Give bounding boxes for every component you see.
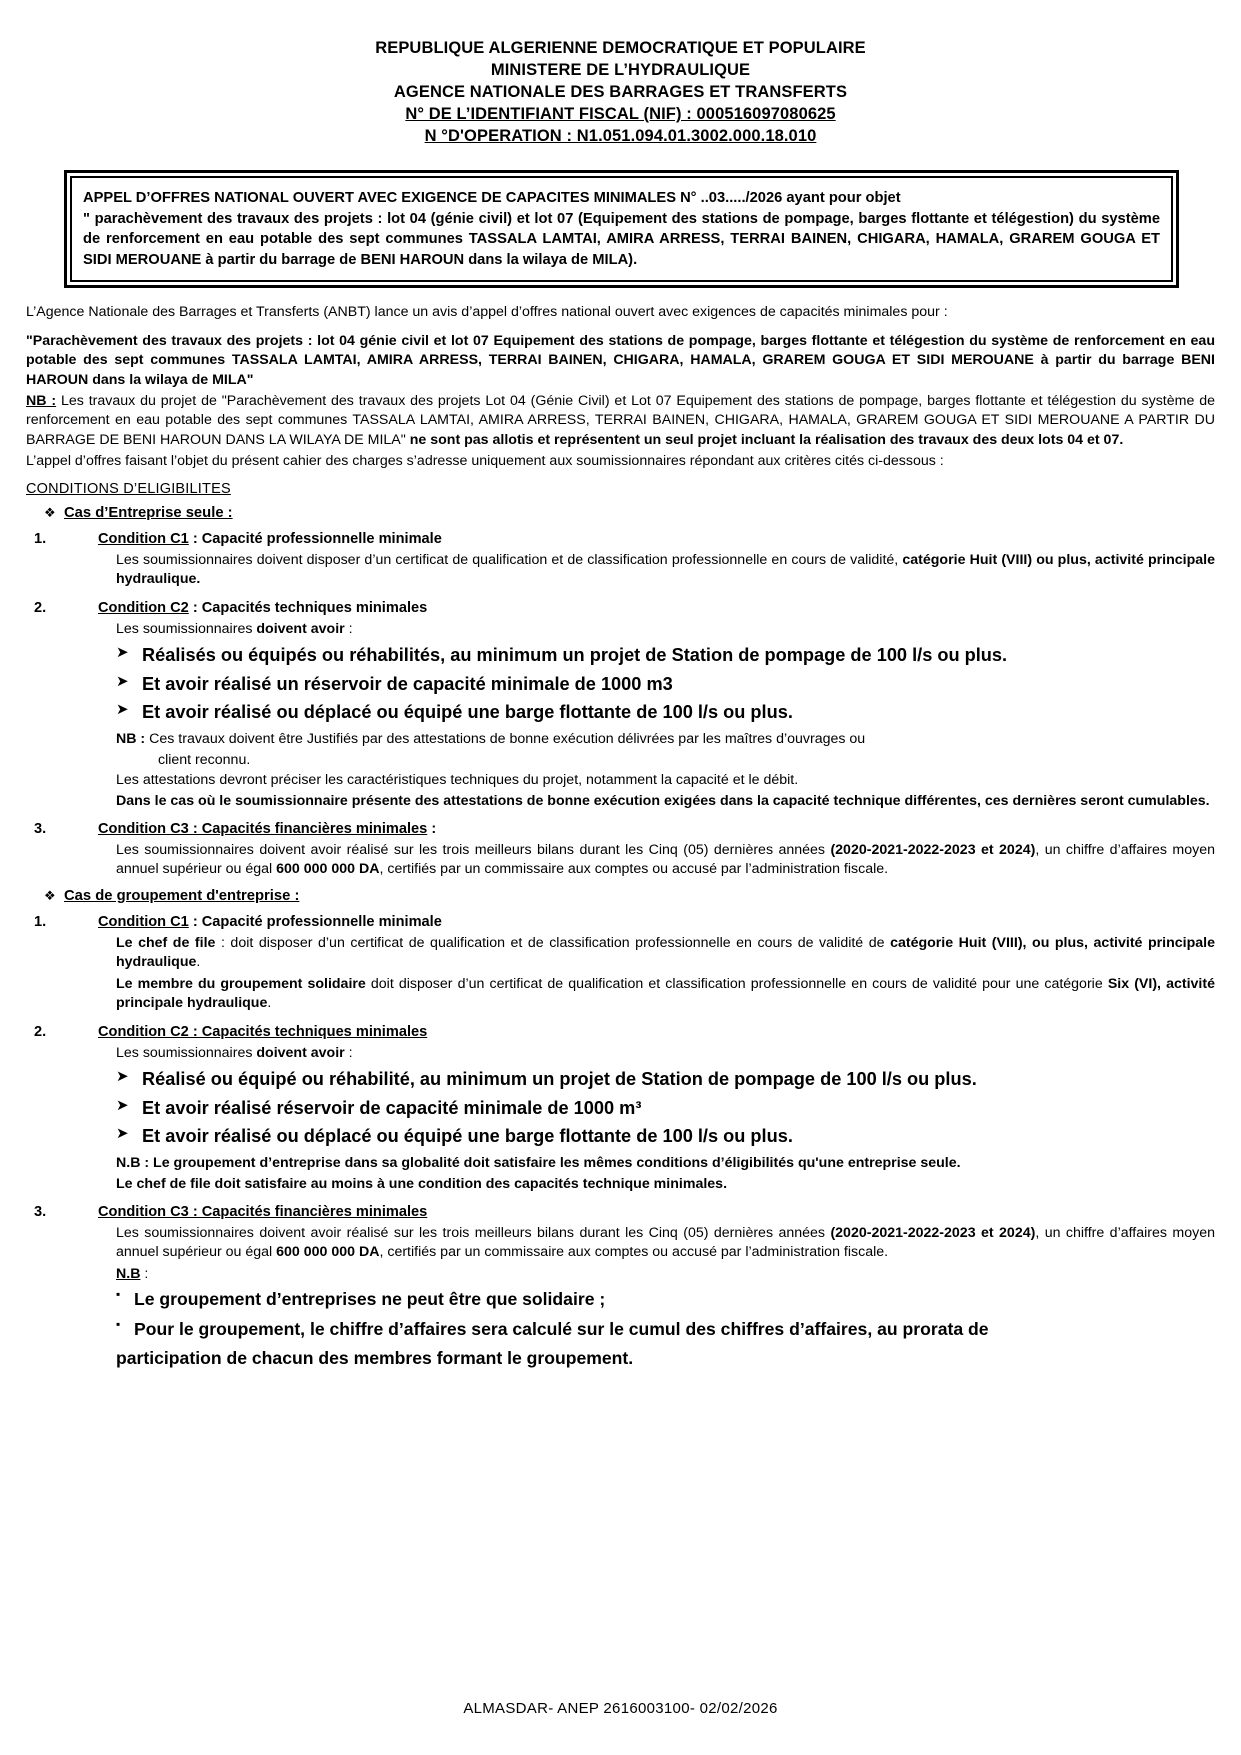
group-c3-nb-label: N.B [116,1265,141,1282]
header-line-operation: N °D'OPERATION : N1.051.094.01.3002.000.18.010 [424,126,817,145]
single-c3-name: Condition C3 : Capacités financières minimales [98,820,428,837]
list-item [98,642,1215,670]
nb-body-normal: Les travaux du projet de "Parachèvement des travaux des projets Lot 04 (Génie Civil) et Lot 07 Equipement des stations de pompage, barges flottante et télégestion du système de renforcement en eau potable des sept communes TASSALA LAMTAI, AMIRA ARRESS, TERRAI BAINEN, CHIGARA, HAMALA, GRAREM GOUGA ET SIDI MEROUANE A PARTIR DU BARRAGE DE BENI HAROUN DANS LA WILAYA DE MILA" [26,393,1215,448]
single-c3-p2: , un chiffre d’affaires moyen annuel supérieur ou égal [116,841,1215,878]
single-c3-rest: : [427,820,437,837]
single-c2-requirements-list [98,642,1215,727]
group-condition-c1 [26,914,1215,1014]
single-condition-c1 [26,531,1215,590]
single-c2-intro-bold: doivent avoir [256,620,345,637]
single-c2-number: 2. [34,599,47,616]
header-line-agency: AGENCE NATIONALE DES BARRAGES ET TRANSFERTS [393,82,848,101]
group-c3-bullet-2: Pour le groupement, le chiffre d’affaires sera calculé sur le cumul des chiffres d’affaires, au prorata de [134,1318,989,1339]
list-item [98,1286,1215,1313]
case-single-company-heading [26,505,1215,521]
group-c2-nb-2: Le chef de file doit satisfaire au moins à une condition des capacités technique minimales. [116,1175,728,1192]
arrow-bullet-icon: ➤ [116,644,129,662]
group-c2-number: 2. [34,1023,47,1040]
case-group-label: Cas de groupement d'entreprise : [64,887,300,904]
document-footer: ALMASDAR- ANEP 2616003100- 02/02/2026 [463,1700,778,1717]
group-c3-bullet-2-continuation: participation de chacun des membres formant le groupement. [116,1347,634,1368]
single-c1-title [34,530,1215,547]
group-c3-nb-label-line [98,1265,1215,1284]
group-c1-title [34,913,1215,930]
header-line-ministry: MINISTERE DE L’HYDRAULIQUE [490,60,751,79]
single-c1-body-normal: Les soumissionnaires doivent disposer d’un certificat de qualification et de classification professionnelle en cours de validité, [116,551,903,568]
single-c3-years: (2020-2021-2022-2023 et 2024) [830,841,1036,858]
single-c2-intro-normal: Les soumissionnaires [116,620,257,637]
tender-object-box-inner [70,176,1173,283]
group-c1-membre-normal: doit disposer d’un certificat de qualification et classification professionnelle en cours de validité pour une catégorie [365,975,1108,992]
group-c1-chef-tail: . [196,954,201,971]
group-c1-membre-label: Le membre du groupement solidaire [116,975,366,992]
single-c2-bullet-1: Réalisés ou équipés ou réhabilités, au minimum un projet de Station de pompage de 100 l/s ou plus. [142,645,1008,666]
group-c1-chef-label: Le chef de file [116,934,216,951]
arrow-bullet-icon: ➤ [116,701,129,719]
group-c1-number: 1. [34,913,47,930]
list-item [98,1066,1215,1094]
single-c2-bullet-3: Et avoir réalisé ou déplacé ou équipé une barge flottante de 100 l/s ou plus. [142,702,793,723]
diamond-bullet-icon: ❖ [44,887,56,903]
single-c3-p3: , certifiés par un commissaire aux comptes ou accusé par l’administration fiscale. [379,861,889,878]
group-c1-name: Condition C1 [98,913,189,930]
single-c3-body [98,841,1215,880]
group-c3-p1: Les soumissionnaires doivent avoir réalisé sur les trois meilleurs bilans durant les Cinq (05) dernières années [116,1225,831,1241]
list-item [98,1095,1215,1123]
group-c2-requirements-list [98,1066,1215,1151]
single-c2-intro [98,620,1215,639]
group-c3-p3: , certifiés par un commissaire aux comptes ou accusé par l’administration fiscale. [379,1244,889,1261]
group-c2-intro [98,1044,1215,1063]
group-c2-bullet-2: Et avoir réalisé réservoir de capacité minimale de 1000 m³ [142,1097,642,1118]
single-c2-nb-line [98,730,1215,749]
nb-label: NB : [26,393,57,409]
nb-body-bold: ne sont pas allotis et représentent un seul projet incluant la réalisation des travaux des deux lots 04 et 07. [409,431,1124,448]
header-line-republic: REPUBLIQUE ALGERIENNE DEMOCRATIQUE ET POPULAIRE [375,39,866,57]
group-c3-bullet-1: Le groupement d’entreprises ne peut être que solidaire ; [134,1289,606,1310]
group-c1-chef-normal: : doit disposer d’un certificat de qualification et de classification professionnelle en cours de validité de [215,934,891,951]
single-c2-rest: : Capacités techniques minimales [188,599,428,616]
single-c3-number: 3. [34,820,47,837]
single-c1-rest: : Capacité professionnelle minimale [188,530,442,547]
square-bullet-icon: ▪ [116,1316,121,1331]
group-c2-nb-1: N.B : Le groupement d’entreprise dans sa globalité doit satisfaire les mêmes conditions d’éligibilités qu'une entreprise seule. [116,1155,961,1172]
single-c2-title [34,599,1215,616]
group-c3-title [34,1204,1215,1220]
group-c1-chef-de-file [98,934,1215,973]
group-c1-chef-category: catégorie Huit (VIII), ou plus, activité principale hydraulique [116,934,1215,971]
single-c1-number: 1. [34,530,47,547]
nb-allotment-paragraph [26,392,1215,450]
group-c2-name: Condition C2 : Capacités techniques minimales [98,1023,428,1040]
charges-paragraph: L’appel d’offres faisant l’objet du présent cahier des charges s’adresse uniquement aux soumissionnaires répondant aux critères cités ci-dessous : [26,453,944,470]
intro-lead-paragraph: L’Agence Nationale des Barrages et Transferts (ANBT) lance un avis d’appel d’offres national ouvert avec exigences de capacités minimales pour : [26,304,948,321]
group-c3-body [98,1224,1215,1263]
document-header [26,38,1215,148]
group-c1-rest: : Capacité professionnelle minimale [188,913,442,930]
single-c3-title [34,820,1215,837]
single-c3-amount: 600 000 000 DA [276,861,380,878]
group-c3-number: 3. [34,1204,47,1220]
single-c1-body [98,551,1215,590]
list-item [98,1123,1215,1151]
group-c1-membre-category: Six (VI), activité principale hydraulique [116,975,1215,1012]
tender-object-box [64,170,1179,289]
single-c1-body-bold: catégorie Huit (VIII) ou plus, activité principale hydraulique. [116,551,1215,588]
group-c2-intro-normal: Les soumissionnaires [116,1044,257,1061]
group-c1-membre-tail: . [267,995,272,1012]
header-line-nif: N° DE L’IDENTIFIANT FISCAL (NIF) : 000516097080625 [405,104,836,123]
single-c2-cumulative-note: Dans le cas où le soumissionnaire présente des attestations de bonne exécution exigées dans la capacité technique différentes, ces dernières seront cumulables. [116,792,1210,809]
single-c3-p1: Les soumissionnaires doivent avoir réalisé sur les trois meilleurs bilans durant les Cinq (05) dernières années [116,841,831,858]
single-c2-name: Condition C2 [98,599,189,616]
arrow-bullet-icon: ➤ [116,1125,129,1143]
group-c3-years: (2020-2021-2022-2023 et 2024) [830,1225,1036,1241]
arrow-bullet-icon: ➤ [116,1096,129,1114]
single-c2-intro-tail: : [344,620,353,637]
diamond-bullet-icon: ❖ [44,504,56,520]
conditions-eligibility-heading: CONDITIONS D’ELIGIBILITES [26,480,231,497]
single-c1-name: Condition C1 [98,530,189,547]
group-c2-intro-tail: : [344,1044,353,1061]
group-c1-membre [98,975,1215,1014]
single-condition-c2 [26,600,1215,811]
single-c2-nb-label: NB : [116,731,146,748]
project-title-paragraph: "Parachèvement des travaux des projets : lot 04 génie civil et lot 07 Equipement des stations de pompage, barges flottante et télégestion du système de renforcement en eau potable des sept communes TASSALA LAMTAI, AMIRA ARRESS, TERRAI BAINEN, CHIGARA, HAMALA, GRAREM GOUGA ET SIDI MEROUANE à partir du barrage BENI HAROUN dans la wilaya de MILA" [26,332,1215,388]
group-condition-c3 [26,1204,1215,1371]
group-condition-c2 [26,1024,1215,1194]
document-body [26,303,1215,1371]
square-bullet-icon: ▪ [116,1287,121,1302]
list-item [98,1316,1215,1343]
single-c2-bullet-2: Et avoir réalisé un réservoir de capacité minimale de 1000 m3 [142,673,673,694]
single-c2-nb-text: Ces travaux doivent être Justifiés par des attestations de bonne exécution délivrées par les maîtres d’ouvrages ou [145,731,866,748]
group-c3-p2: , un chiffre d’affaires moyen annuel supérieur ou égal [116,1225,1215,1261]
case-group-heading [26,888,1215,904]
group-c2-bullet-3: Et avoir réalisé ou déplacé ou équipé une barge flottante de 100 l/s ou plus. [142,1126,793,1147]
single-c2-nb-continuation: client reconnu. [158,751,251,768]
arrow-bullet-icon: ➤ [116,1068,129,1086]
group-c2-title [34,1023,1215,1040]
group-c2-intro-bold: doivent avoir [256,1044,345,1061]
arrow-bullet-icon: ➤ [116,672,129,690]
group-c2-bullet-1: Réalisé ou équipé ou réhabilité, au minimum un projet de Station de pompage de 100 l/s ou plus. [142,1069,977,1090]
group-c3-amount: 600 000 000 DA [276,1244,380,1261]
tender-reference-line: APPEL D’OFFRES NATIONAL OUVERT AVEC EXIGENCE DE CAPACITES MINIMALES N° ..03...../2026 ayant pour objet [83,189,901,206]
group-c3-name: Condition C3 : Capacités financières minimales [98,1204,428,1220]
case-single-company-label: Cas d’Entreprise seule : [64,504,233,521]
group-c3-nb-colon: : [140,1265,149,1282]
single-c2-attestations: Les attestations devront préciser les caractéristiques techniques du projet, notamment la capacité et le débit. [116,772,799,789]
list-item [98,699,1215,727]
single-condition-c3 [26,821,1215,880]
list-item [98,671,1215,699]
tender-object-text: " parachèvement des travaux des projets : lot 04 (génie civil) et lot 07 (Equipement des stations de pompage, barges flottante et télégestion) du système de renforcement en eau potable des sept communes TASSALA LAMTAI, AMIRA ARRESS, TERRAI BAINEN, CHIGARA, HAMALA, GRAREM GOUGA ET SIDI MEROUANE à partir du barrage de BENI HAROUN dans la wilaya de MILA). [83,210,1160,269]
